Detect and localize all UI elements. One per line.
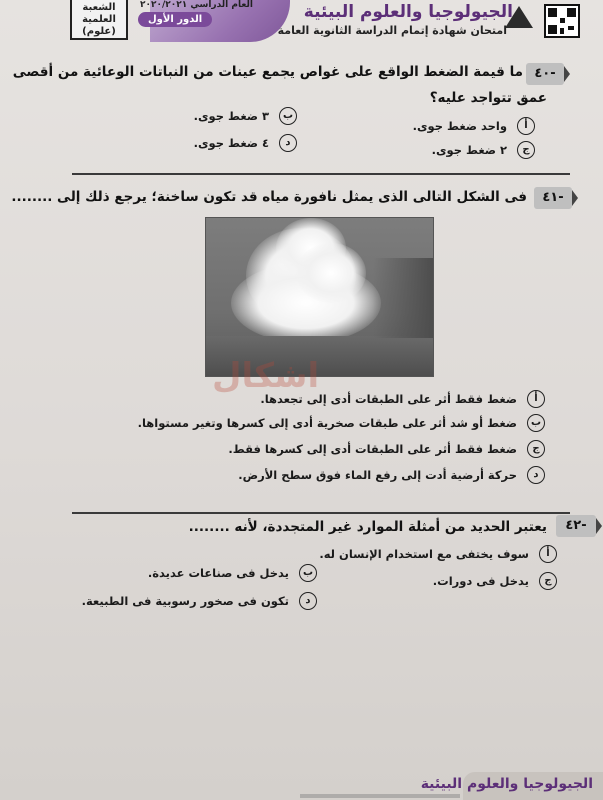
option-letter: ب	[299, 564, 317, 582]
option-letter: ج	[539, 572, 557, 590]
qr-code-icon	[544, 4, 580, 38]
option-d[interactable]	[238, 466, 545, 484]
option-letter: د	[527, 466, 545, 484]
footer-subject-title: الجيولوجيا والعلوم البيئية	[420, 776, 593, 792]
divider	[72, 173, 570, 175]
division-box	[70, 0, 128, 40]
option-letter: ج	[527, 440, 545, 458]
subject-title: الجيولوجيا والعلوم البيئية	[303, 2, 513, 22]
option-a[interactable]	[319, 545, 557, 563]
option-text: ضغط فقط أثر على الطبقات أدى إلى تجعدها.	[260, 392, 517, 406]
question-text-continued: عمق تتواجد عليه؟	[429, 90, 547, 106]
option-text: ٢ ضغط جوى.	[431, 143, 507, 157]
division-line-3: (علوم)	[82, 26, 116, 37]
option-letter: أ	[517, 117, 535, 135]
option-d[interactable]	[194, 134, 297, 152]
option-letter: د	[279, 134, 297, 152]
option-text: ٤ ضغط جوى.	[193, 136, 269, 150]
option-text: ضغط أو شد أثر على طبقات صخرية أدى إلى كسرها وتغير مستواها.	[137, 416, 517, 430]
option-letter: ب	[279, 107, 297, 125]
exam-name: امتحان شهادة إتمام الدراسة الثانوية العامة	[277, 24, 507, 37]
option-letter: أ	[539, 545, 557, 563]
page-footer	[0, 772, 603, 800]
option-b[interactable]	[148, 564, 317, 582]
option-letter: ج	[517, 141, 535, 159]
option-text: حركة أرضية أدت إلى رفع الماء فوق سطح الأرض.	[238, 468, 517, 482]
question-number: -٤٢	[556, 515, 596, 537]
watermark: اشكال	[212, 356, 320, 396]
divider	[72, 512, 570, 514]
question-text: فى الشكل التالى الذى يمثل نافورة مياه قد تكون ساخنة؛ يرجع ذلك إلى ........	[11, 189, 527, 205]
water-fountain-photo	[205, 217, 434, 377]
question-text: يعتبر الحديد من أمثلة الموارد غير المتجددة، لأنه ........	[188, 519, 547, 535]
option-d[interactable]	[82, 592, 317, 610]
option-letter: أ	[527, 390, 545, 408]
academic-year: العام الدراسي ٢٠٢٠/٢٠٢١	[140, 0, 253, 10]
question-number: -٤٠	[526, 63, 564, 85]
option-letter: ب	[527, 414, 545, 432]
division-line-2: العلمية	[82, 14, 116, 25]
option-a[interactable]	[413, 117, 535, 135]
question-number: -٤١	[534, 187, 572, 209]
option-c[interactable]	[228, 440, 545, 458]
option-text: سوف يختفى مع استخدام الإنسان له.	[319, 547, 529, 561]
option-c[interactable]	[432, 141, 535, 159]
option-a[interactable]	[260, 390, 545, 408]
option-text: ٣ ضغط جوى.	[193, 109, 269, 123]
option-text: يدخل فى دورات.	[432, 574, 529, 588]
option-c[interactable]	[433, 572, 557, 590]
option-b[interactable]	[138, 414, 545, 432]
page-header	[0, 0, 603, 44]
option-letter: د	[299, 592, 317, 610]
option-text: يدخل فى صناعات عديدة.	[147, 566, 289, 580]
division-line-1: الشعبة	[82, 2, 116, 13]
question-text: ما قيمة الضغط الواقع على غواص يجمع عينات من النباتات الوعائية من أقصى	[12, 64, 523, 80]
option-text: ضغط فقط أثر على الطبقات أدى إلى كسرها فقط.	[228, 442, 517, 456]
option-b[interactable]	[194, 107, 297, 125]
footer-decoration	[300, 794, 460, 798]
option-text: واحد ضغط جوى.	[412, 119, 507, 133]
option-text: تكون فى صخور رسوبية فى الطبيعة.	[81, 594, 289, 608]
exam-round-badge: الدور الأول	[138, 12, 212, 27]
